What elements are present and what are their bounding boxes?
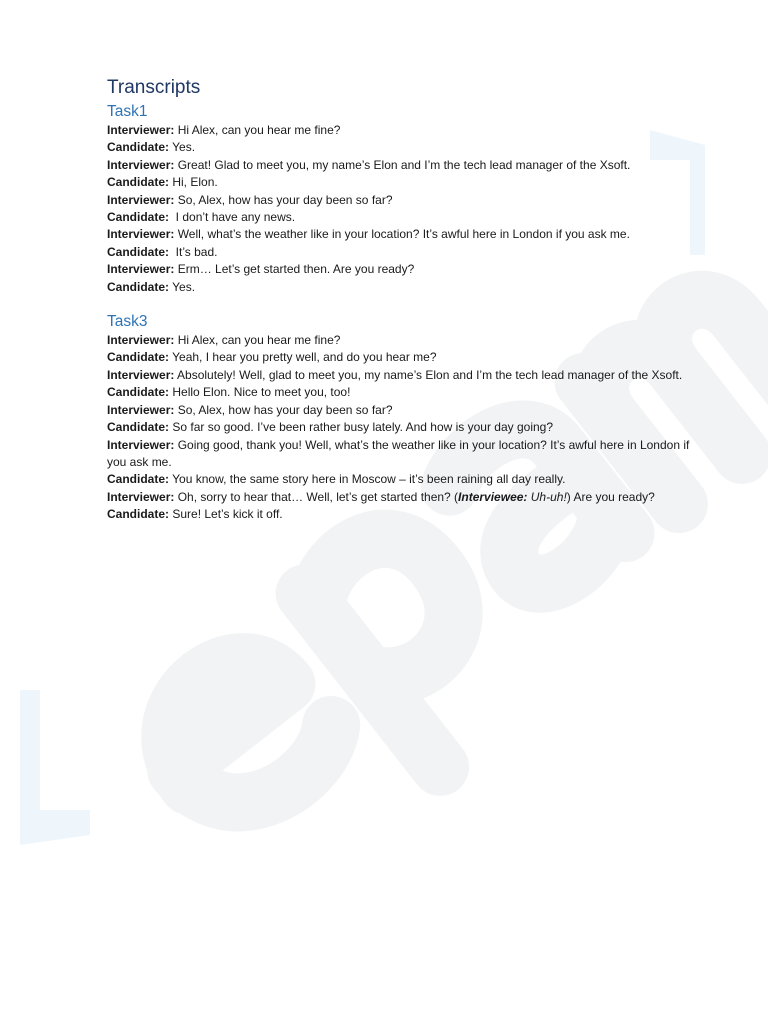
transcript-line	[107, 367, 707, 384]
line-text: It’s bad.	[169, 244, 218, 259]
line-text: Sure! Let’s kick it off.	[169, 507, 283, 522]
line-text: Hi, Elon.	[169, 175, 218, 190]
aside-speaker-label: Interviewee:	[458, 489, 528, 504]
speaker-label: Candidate:	[107, 210, 170, 225]
line-text: Great! Glad to meet you, my name’s Elon and I’m the tech lead manager of the Xsoft.	[174, 157, 631, 172]
speaker-label: Interviewer:	[107, 262, 175, 277]
transcript-line	[107, 349, 707, 366]
speaker-label: Candidate:	[107, 279, 170, 294]
speaker-label: Candidate:	[107, 350, 170, 365]
line-text: Hi Alex, can you hear me fine?	[174, 333, 341, 348]
document-page	[107, 76, 707, 524]
line-text: Hi Alex, can you hear me fine?	[174, 123, 341, 137]
transcript-line	[107, 489, 707, 506]
transcript-line	[107, 332, 707, 349]
speaker-label: Candidate:	[107, 140, 170, 155]
task-section-3	[107, 312, 707, 523]
line-text: Erm… Let’s get started then. Are you ready?	[174, 262, 415, 277]
transcript-line	[107, 122, 707, 139]
speaker-label: Interviewer:	[107, 437, 175, 452]
speaker-label: Interviewer:	[107, 333, 175, 348]
line-text: Hello Elon. Nice to meet you, too!	[169, 385, 351, 400]
aside-text: Uh-uh!	[527, 489, 567, 504]
task-heading: Task3	[107, 313, 148, 331]
line-text: You know, the same story here in Moscow – it’s been raining all day really.	[169, 472, 566, 487]
line-text: So, Alex, how has your day been so far?	[174, 192, 393, 207]
line-text-after: ) Are you ready?	[566, 489, 655, 504]
speaker-label: Candidate:	[107, 175, 170, 190]
line-text: So, Alex, how has your day been so far?	[174, 402, 393, 417]
watermark-frame-left	[20, 690, 90, 845]
speaker-label: Interviewer:	[107, 367, 175, 382]
transcript-line	[107, 139, 707, 156]
speaker-label: Candidate:	[107, 244, 170, 259]
task-section-1	[107, 102, 707, 296]
transcript-line	[107, 279, 707, 296]
speaker-label: Interviewer:	[107, 227, 175, 242]
transcript-line	[107, 226, 707, 243]
transcript-line	[107, 261, 707, 278]
speaker-label: Interviewer:	[107, 157, 175, 172]
line-text: Well, what’s the weather like in your location? It’s awful here in London if you ask me.	[174, 227, 630, 242]
speaker-label: Interviewer:	[107, 402, 175, 417]
transcript-line	[107, 244, 707, 261]
line-text: Oh, sorry to hear that… Well, let’s get started then? (	[174, 489, 459, 504]
speaker-label: Interviewer:	[107, 192, 175, 207]
document-title: Transcripts	[107, 77, 201, 98]
transcript-line	[107, 157, 707, 174]
line-text: I don’t have any news.	[169, 210, 296, 225]
speaker-label: Candidate:	[107, 385, 170, 400]
transcript-line	[107, 384, 707, 401]
task-heading: Task1	[107, 103, 148, 120]
line-text: Yes.	[169, 279, 196, 294]
speaker-label: Candidate:	[107, 420, 170, 435]
line-text: Absolutely! Well, glad to meet you, my name’s Elon and I’m the tech lead manager of the Xsoft.	[174, 367, 683, 382]
line-text: Yeah, I hear you pretty well, and do you hear me?	[169, 350, 437, 365]
transcript-line	[107, 174, 707, 191]
speaker-label: Candidate:	[107, 507, 170, 522]
line-text: Yes.	[169, 140, 196, 155]
transcript-line	[107, 471, 707, 488]
watermark-letter-e	[141, 632, 345, 835]
transcript-line	[107, 402, 707, 419]
transcript-line	[107, 419, 707, 436]
speaker-label: Interviewer:	[107, 123, 175, 137]
transcript-line	[107, 192, 707, 209]
speaker-label: Candidate:	[107, 472, 170, 487]
transcript-line	[107, 437, 707, 472]
line-text: Going good, thank you! Well, what’s the weather like in your location? It’s awful here in London if you ask me.	[107, 437, 690, 469]
speaker-label: Interviewer:	[107, 489, 175, 504]
transcript-line	[107, 209, 707, 226]
transcript-line	[107, 506, 707, 523]
line-text: So far so good. I’ve been rather busy lately. And how is your day going?	[169, 420, 554, 435]
